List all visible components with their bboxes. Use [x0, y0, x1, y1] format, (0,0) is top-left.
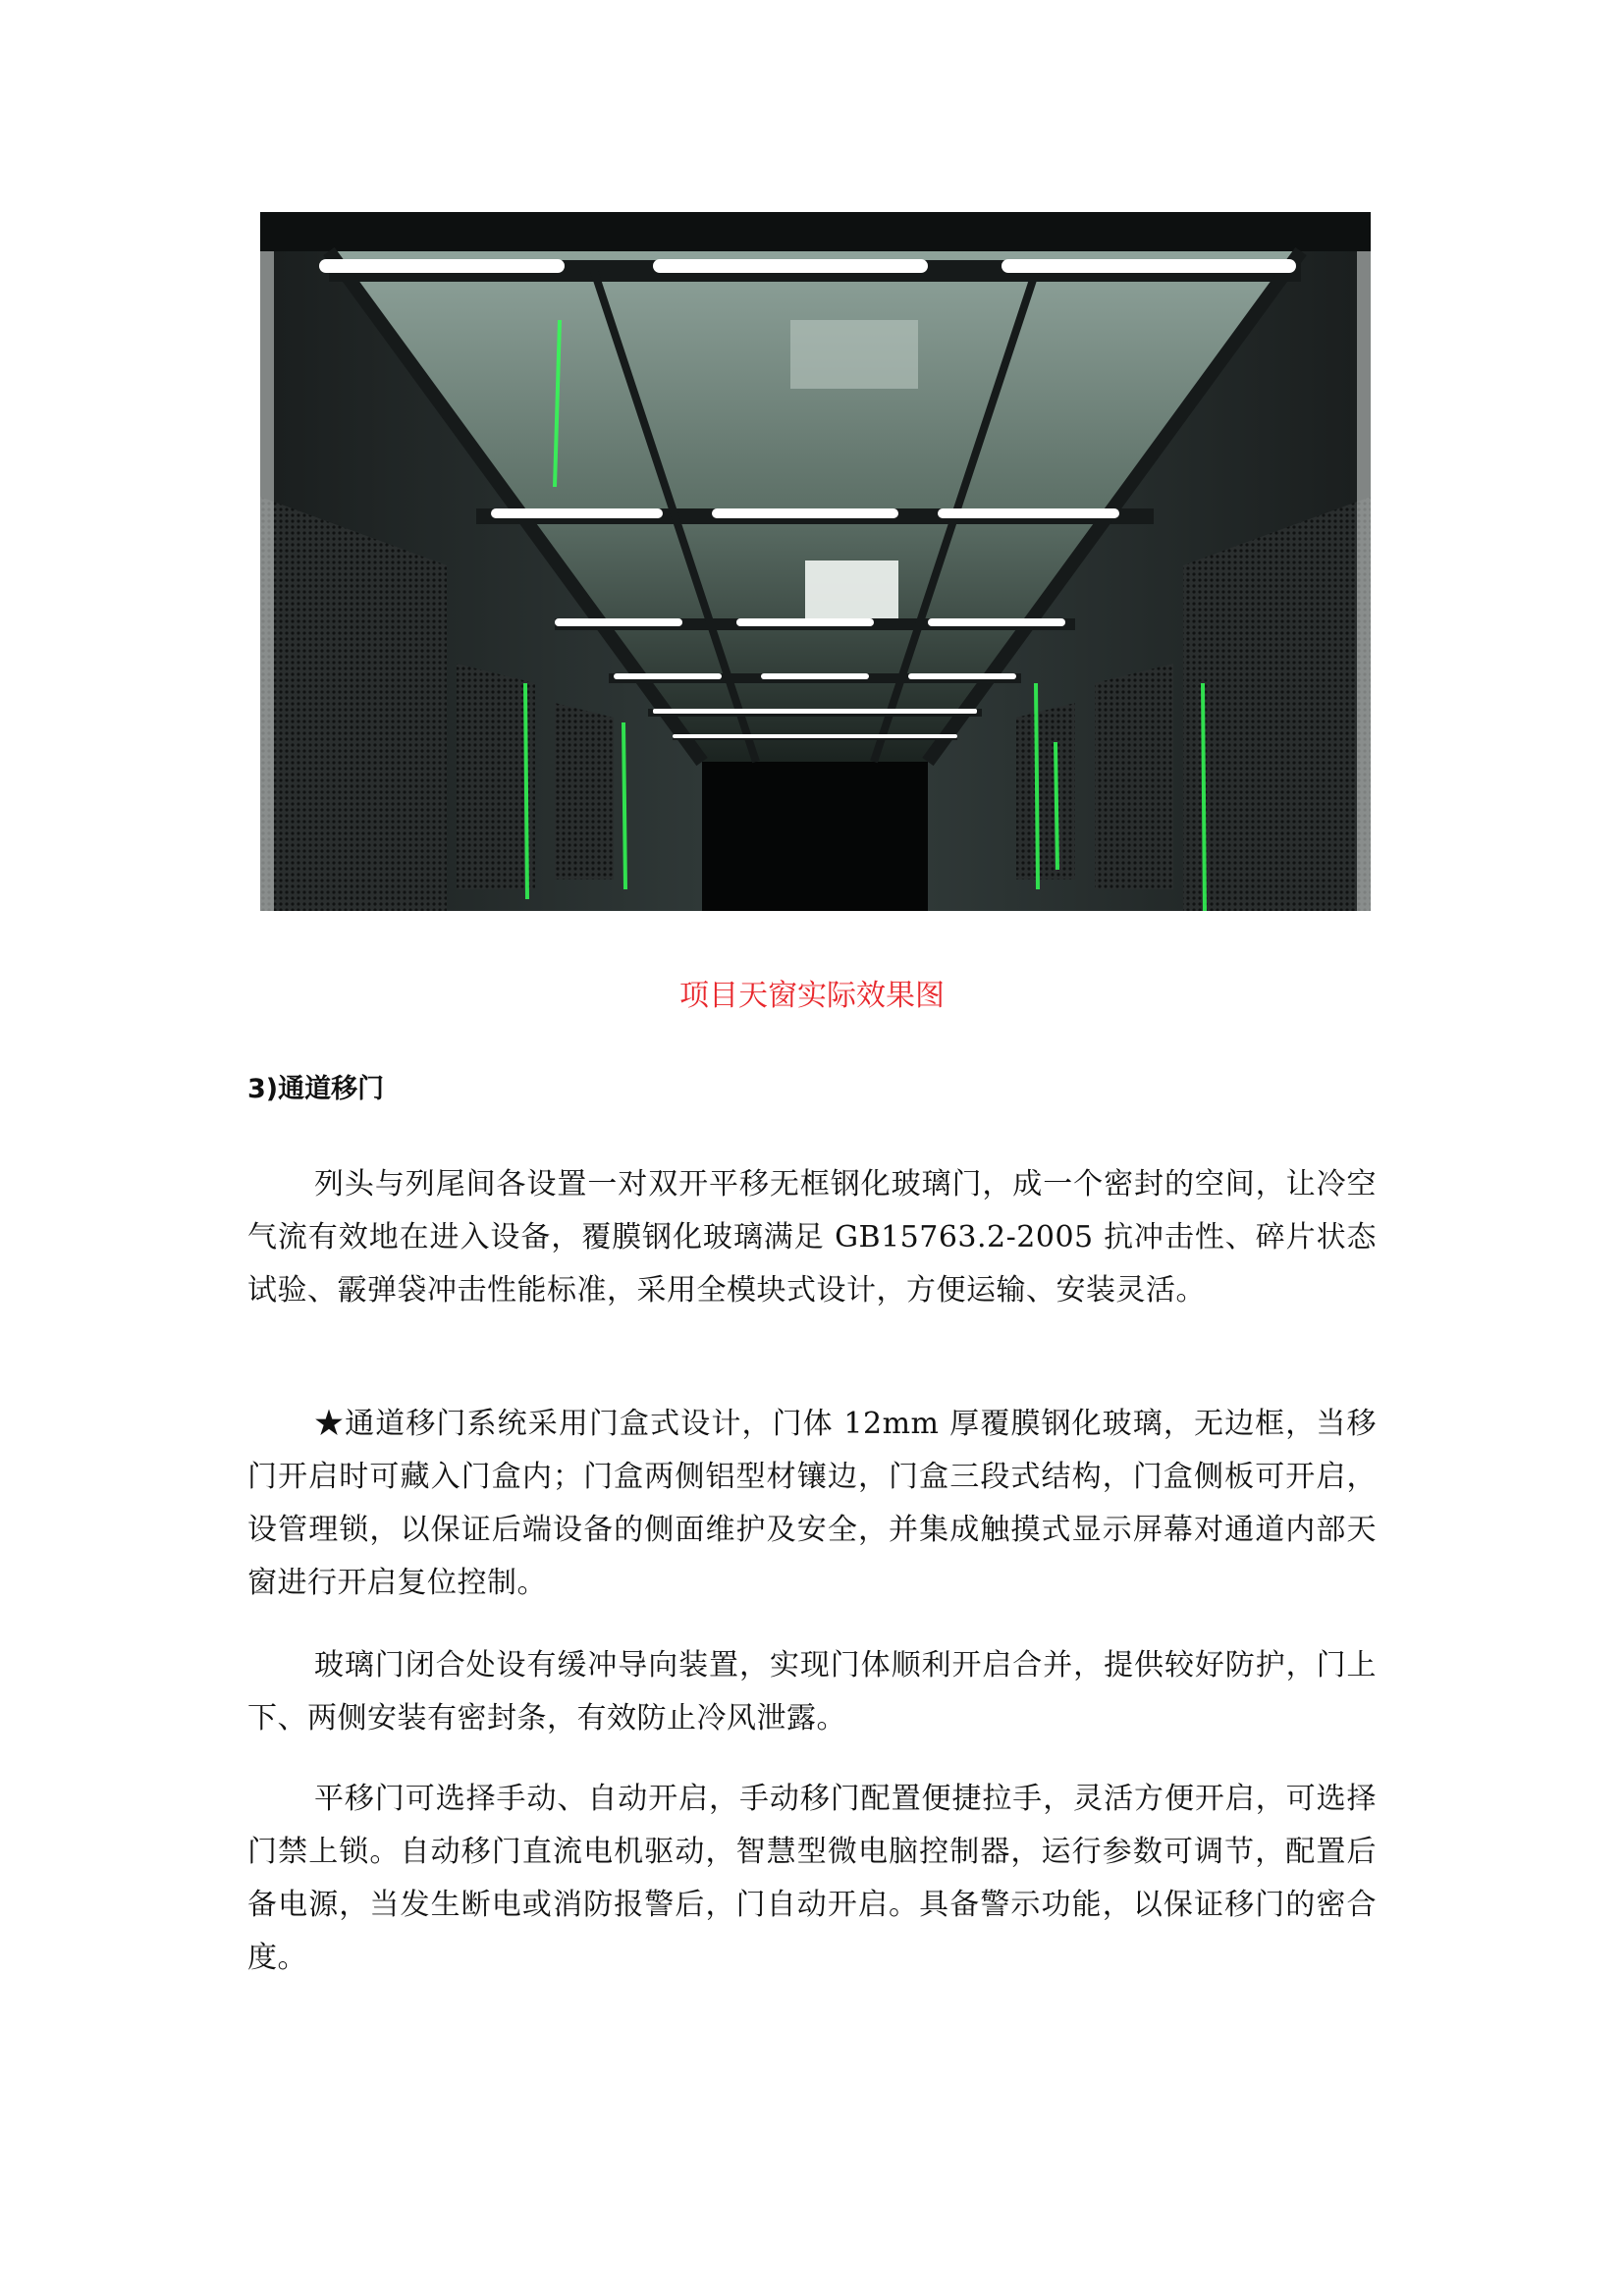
- figure-caption: 项目天窗实际效果图: [679, 979, 945, 1013]
- data-center-aisle-photo: [260, 212, 1371, 911]
- paragraph-2: ★通道移门系统采用门盒式设计，门体 12mm 厚覆膜钢化玻璃，无边框，当移门开启时可藏入门盒内；门盒两侧铝型材镶边，门盒三段式结构，门盒侧板可开启，设管理锁，以保证后端设备的侧面维护及安全，并集成触摸式显示屏幕对通道内部天窗进行开启复位控制。: [247, 1407, 1377, 1600]
- skylight-aisle-illustration: [260, 212, 1371, 911]
- paragraph-1: 列头与列尾间各设置一对双开平移无框钢化玻璃门，成一个密封的空间，让冷空气流有效地在进入设备，覆膜钢化玻璃满足 GB15763.2-2005 抗冲击性、碎片状态试验、霰弹袋冲击性能标准，采用全模块式设计，方便运输、安装灵活。: [247, 1167, 1377, 1308]
- section-heading: 3)通道移门: [247, 1074, 385, 1104]
- paragraph-3: 玻璃门闭合处设有缓冲导向装置，实现门体顺利开启合并，提供较好防护，门上下、两侧安装有密封条，有效防止冷风泄露。: [247, 1648, 1377, 1735]
- paragraph-4: 平移门可选择手动、自动开启，手动移门配置便捷拉手，灵活方便开启，可选择门禁上锁。自动移门直流电机驱动，智慧型微电脑控制器，运行参数可调节，配置后备电源，当发生断电或消防报警后，门自动开启。具备警示功能，以保证移门的密合度。: [247, 1782, 1377, 1975]
